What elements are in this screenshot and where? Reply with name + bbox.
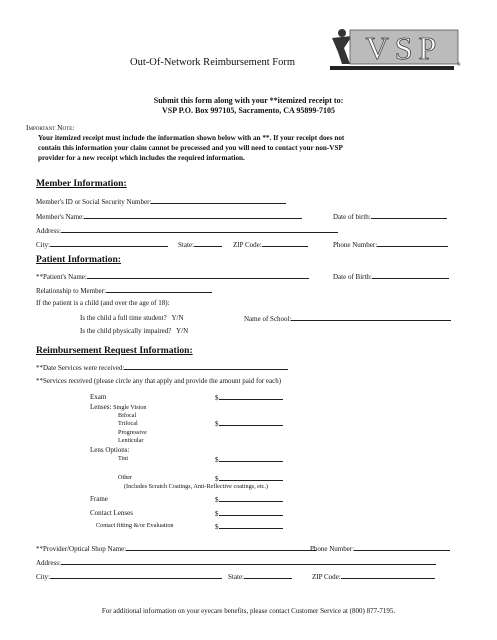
- contacts-label: Contact Lenses: [90, 509, 133, 517]
- provider-city-row: [36, 572, 222, 581]
- contacts-dollar: $: [215, 510, 219, 518]
- submit-line-1: Submit this form along with your **itemized receipt to:: [153, 96, 344, 105]
- provider-name-label: **Provider/Optical Shop Name:: [36, 545, 127, 553]
- member-name-row: [36, 212, 302, 221]
- member-dob-row: [333, 212, 447, 221]
- footer-text: For additional information on your eyecare benefits, please contact Customer Service at (800) 877-7195.: [101, 607, 396, 615]
- tint-amount-row: [215, 455, 283, 464]
- member-dob-label: Date of birth:: [333, 213, 371, 221]
- exam-amount-field[interactable]: [219, 393, 283, 400]
- relationship-field[interactable]: [106, 286, 212, 293]
- member-state-label: State:: [178, 241, 194, 249]
- provider-state-field[interactable]: [244, 572, 292, 579]
- relationship-label: Relationship to Member:: [36, 287, 106, 295]
- member-phone-field[interactable]: [377, 240, 448, 247]
- member-phone-row: [333, 240, 448, 249]
- member-name-field[interactable]: [84, 212, 302, 219]
- lenses-label: Lenses:: [90, 403, 112, 411]
- impaired-options[interactable]: Y/N: [176, 327, 189, 335]
- contact-fitting-label: Contact fitting &/or Evaluation: [96, 522, 174, 529]
- contacts-amount-row: [215, 509, 283, 518]
- important-note-label: Important Note:: [26, 123, 75, 132]
- lens-bifocal[interactable]: Bifocal: [118, 412, 137, 419]
- frame-label: Frame: [90, 495, 108, 503]
- student-options[interactable]: Y/N: [171, 314, 184, 322]
- other-amount-row: [215, 474, 283, 483]
- member-address-field[interactable]: [61, 226, 338, 233]
- exam-dollar: $: [215, 394, 219, 402]
- frame-dollar: $: [215, 496, 219, 504]
- provider-state-row: [228, 572, 292, 581]
- member-phone-label: Phone Number:: [333, 241, 378, 249]
- provider-name-field[interactable]: [126, 544, 316, 551]
- patient-dob-field[interactable]: [372, 272, 449, 279]
- important-note-line-2: contain this information your claim cannot be processed and you will need to contact your non-VSP: [38, 144, 343, 152]
- school-field[interactable]: [291, 314, 451, 321]
- provider-zip-field[interactable]: [341, 572, 435, 579]
- member-address-row: [36, 226, 338, 235]
- fitting-amount-field[interactable]: [219, 522, 283, 529]
- other-amount-field[interactable]: [219, 474, 283, 481]
- school-row: [244, 314, 451, 323]
- provider-zip-label: ZIP Code:: [312, 573, 341, 581]
- other-dollar: $: [215, 475, 219, 483]
- logo-text: VSP: [365, 30, 443, 66]
- member-id-field[interactable]: [151, 197, 286, 204]
- other-label[interactable]: Other: [118, 474, 133, 481]
- provider-address-label: Address:: [36, 559, 61, 567]
- tint-dollar: $: [215, 456, 219, 464]
- member-city-row: [36, 240, 168, 249]
- provider-city-field[interactable]: [50, 572, 222, 579]
- other-note: (Includes Scratch Coatings, Anti-Reflective coatings, etc.): [124, 483, 268, 490]
- member-city-field[interactable]: [50, 240, 168, 247]
- impaired-row: [80, 327, 188, 335]
- lens-options-label: Lens Options:: [90, 446, 130, 454]
- services-received-label: **Services received (please circle any that apply and provide the amount paid for each): [36, 377, 282, 385]
- frame-amount-field[interactable]: [219, 495, 283, 502]
- member-info-heading: Member Information:: [36, 178, 127, 189]
- patient-name-label: **Patient's Name:: [36, 273, 87, 281]
- provider-address-row: [36, 558, 436, 567]
- member-id-label: Member's ID or Social Security Number:: [36, 198, 152, 206]
- member-zip-field[interactable]: [262, 240, 308, 247]
- relationship-row: [36, 286, 212, 295]
- registered-mark: ®: [457, 63, 461, 68]
- contacts-amount-field[interactable]: [219, 509, 283, 516]
- lenses-dollar: $: [215, 420, 219, 428]
- important-note-line-3: provider for a new receipt which includes the required information.: [38, 154, 245, 162]
- member-zip-row: [233, 240, 308, 249]
- member-id-row: [36, 197, 286, 206]
- member-city-label: City:: [36, 241, 51, 249]
- patient-dob-label: Date of Birth:: [333, 273, 372, 281]
- lens-single-vision[interactable]: Single Vision: [113, 404, 147, 411]
- fitting-dollar: $: [215, 523, 219, 531]
- member-zip-label: ZIP Code:: [233, 241, 262, 249]
- member-dob-field[interactable]: [371, 212, 447, 219]
- provider-zip-row: [312, 572, 435, 581]
- provider-name-row: [36, 544, 316, 553]
- member-name-label: Member's Name:: [36, 213, 85, 221]
- provider-state-label: State:: [228, 573, 244, 581]
- logo-bar: [330, 66, 454, 70]
- reimbursement-heading: Reimbursement Request Information:: [36, 345, 193, 356]
- exam-amount-row: [215, 393, 283, 402]
- student-row: [80, 314, 184, 322]
- lens-trifocal[interactable]: Trifocal: [118, 420, 138, 427]
- child-question: If the patient is a child (and over the age of 18):: [36, 299, 170, 307]
- tint-amount-field[interactable]: [219, 455, 283, 462]
- patient-name-row: [36, 272, 309, 281]
- lenses-amount-row: [215, 419, 283, 428]
- submit-line-2: VSP P.O. Box 997105, Sacramento, CA 95899-7105: [161, 106, 336, 115]
- service-date-label: **Date Services were received:: [36, 364, 125, 372]
- service-date-field[interactable]: [124, 363, 288, 370]
- important-note-line-1: Your itemized receipt must include the information shown below with an **. If your receipt does not: [38, 134, 345, 142]
- form-title: Out-Of-Network Reimbursement Form: [130, 57, 296, 68]
- patient-name-field[interactable]: [87, 272, 309, 279]
- lens-progressive[interactable]: Progressive: [118, 429, 147, 436]
- provider-phone-field[interactable]: [354, 544, 450, 551]
- impaired-label: Is the child physically impaired?: [80, 327, 172, 335]
- patient-dob-row: [333, 272, 449, 281]
- service-date-row: [36, 363, 288, 372]
- lens-lenticular[interactable]: Lenticular: [118, 437, 144, 444]
- frame-amount-row: [215, 495, 283, 504]
- school-label: Name of School:: [244, 315, 292, 323]
- lenses-row: [90, 403, 147, 411]
- provider-address-field[interactable]: [61, 558, 436, 565]
- member-state-row: [178, 240, 222, 249]
- member-address-label: Address:: [36, 227, 61, 235]
- member-state-field[interactable]: [194, 240, 222, 247]
- student-label: Is the child a full time student?: [80, 314, 167, 322]
- provider-phone-row: [310, 544, 450, 553]
- provider-city-label: City:: [36, 573, 51, 581]
- provider-phone-label: Phone Number:: [310, 545, 355, 553]
- lenses-amount-field[interactable]: [219, 419, 283, 426]
- vsp-logo: [330, 26, 462, 66]
- exam-label: Exam: [90, 393, 107, 401]
- fitting-amount-row: [215, 522, 283, 531]
- tint-label[interactable]: Tint: [118, 455, 129, 462]
- patient-info-heading: Patient Information:: [36, 254, 121, 265]
